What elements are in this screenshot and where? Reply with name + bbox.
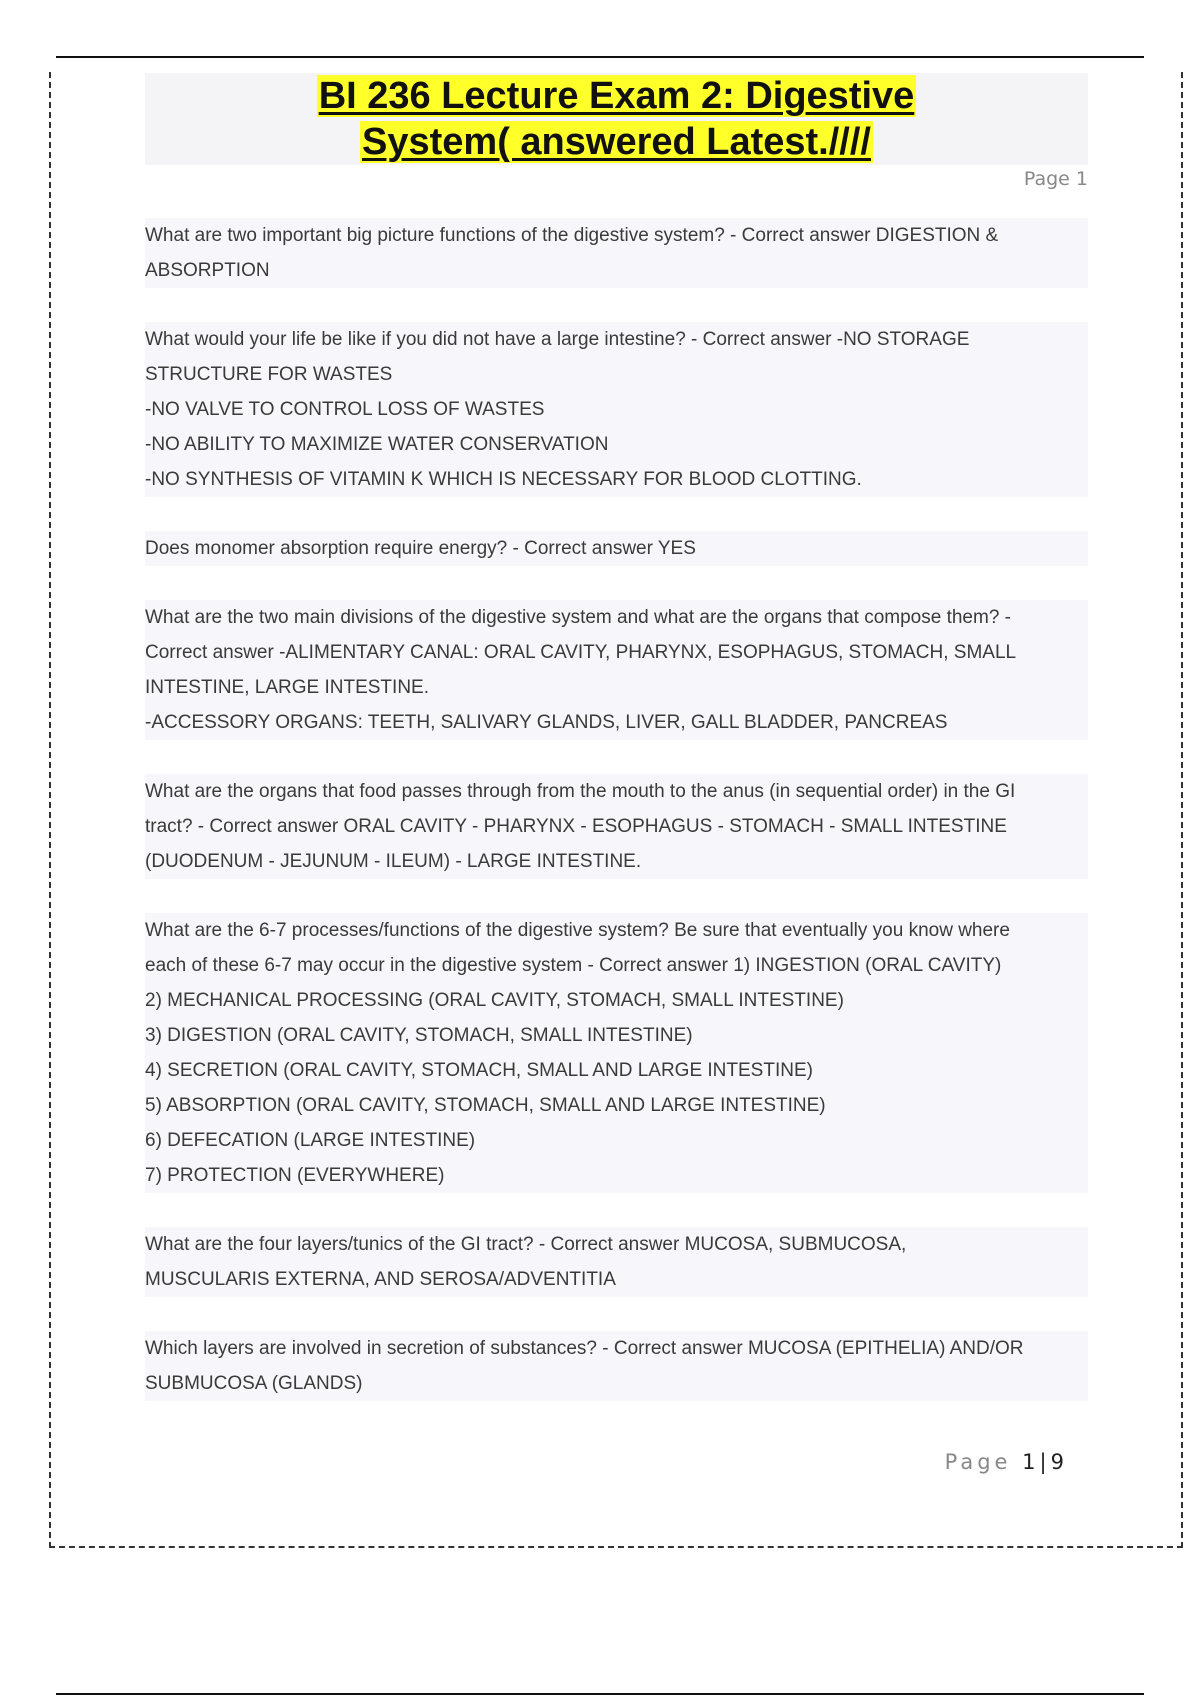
qa-line: STRUCTURE FOR WASTES [145,357,1088,392]
qa-item [145,1227,1088,1297]
qa-item [145,531,1088,566]
qa-line: 5) ABSORPTION (ORAL CAVITY, STOMACH, SMALL AND LARGE INTESTINE) [145,1088,1088,1123]
qa-line: each of these 6-7 may occur in the digestive system - Correct answer 1) INGESTION (ORAL CAVITY) [145,948,1088,983]
qa-line: What are the 6-7 processes/functions of the digestive system? Be sure that eventually you know where [145,913,1088,948]
qa-line: 4) SECRETION (ORAL CAVITY, STOMACH, SMALL AND LARGE INTESTINE) [145,1053,1088,1088]
qa-item [145,913,1088,1193]
page-footer [945,1450,1064,1474]
top-rule [56,56,1144,58]
qa-line: -NO ABILITY TO MAXIMIZE WATER CONSERVATION [145,427,1088,462]
qa-line: SUBMUCOSA (GLANDS) [145,1366,1088,1401]
qa-item [145,322,1088,497]
qa-line: What are the two main divisions of the digestive system and what are the organs that compose them? - [145,600,1088,635]
footer-current-page: 1 [1022,1450,1036,1474]
qa-item [145,218,1088,288]
qa-line: What are two important big picture functions of the digestive system? - Correct answer DIGESTION & [145,218,1088,253]
qa-line: -NO VALVE TO CONTROL LOSS OF WASTES [145,392,1088,427]
qa-list [145,218,1088,1435]
title-line-2: System( answered Latest.//// [362,121,871,163]
qa-line: ABSORPTION [145,253,1088,288]
qa-line: 3) DIGESTION (ORAL CAVITY, STOMACH, SMALL INTESTINE) [145,1018,1088,1053]
qa-line: Does monomer absorption require energy? - Correct answer YES [145,531,1088,566]
title-line-1: BI 236 Lecture Exam 2: Digestive [318,75,915,117]
qa-line: Correct answer -ALIMENTARY CANAL: ORAL CAVITY, PHARYNX, ESOPHAGUS, STOMACH, SMALL [145,635,1088,670]
bottom-rule [56,1693,1144,1695]
footer-separator: | [1039,1450,1047,1474]
qa-line: (DUODENUM - JEJUNUM - ILEUM) - LARGE INTESTINE. [145,844,1088,879]
qa-line: 6) DEFECATION (LARGE INTESTINE) [145,1123,1088,1158]
qa-line: MUSCULARIS EXTERNA, AND SEROSA/ADVENTITIA [145,1262,1088,1297]
footer-page-word: Page [944,1450,1012,1474]
qa-line: -NO SYNTHESIS OF VITAMIN K WHICH IS NECESSARY FOR BLOOD CLOTTING. [145,462,1088,497]
qa-line: -ACCESSORY ORGANS: TEETH, SALIVARY GLANDS, LIVER, GALL BLADDER, PANCREAS [145,705,1088,740]
qa-line: 7) PROTECTION (EVERYWHERE) [145,1158,1088,1193]
qa-line: tract? - Correct answer ORAL CAVITY - PHARYNX - ESOPHAGUS - STOMACH - SMALL INTESTINE [145,809,1088,844]
qa-item [145,774,1088,879]
footer-total-pages: 9 [1050,1450,1064,1474]
qa-item [145,600,1088,740]
page-label: Page 1 [1023,168,1088,190]
qa-line: What would your life be like if you did not have a large intestine? - Correct answer -NO STORAGE [145,322,1088,357]
qa-line: 2) MECHANICAL PROCESSING (ORAL CAVITY, STOMACH, SMALL INTESTINE) [145,983,1088,1018]
qa-item [145,1331,1088,1401]
qa-line: Which layers are involved in secretion of substances? - Correct answer MUCOSA (EPITHELIA) AND/OR [145,1331,1088,1366]
document-title [145,73,1088,165]
qa-line: INTESTINE, LARGE INTESTINE. [145,670,1088,705]
qa-line: What are the organs that food passes through from the mouth to the anus (in sequential order) in the GI [145,774,1088,809]
qa-line: What are the four layers/tunics of the GI tract? - Correct answer MUCOSA, SUBMUCOSA, [145,1227,1088,1262]
